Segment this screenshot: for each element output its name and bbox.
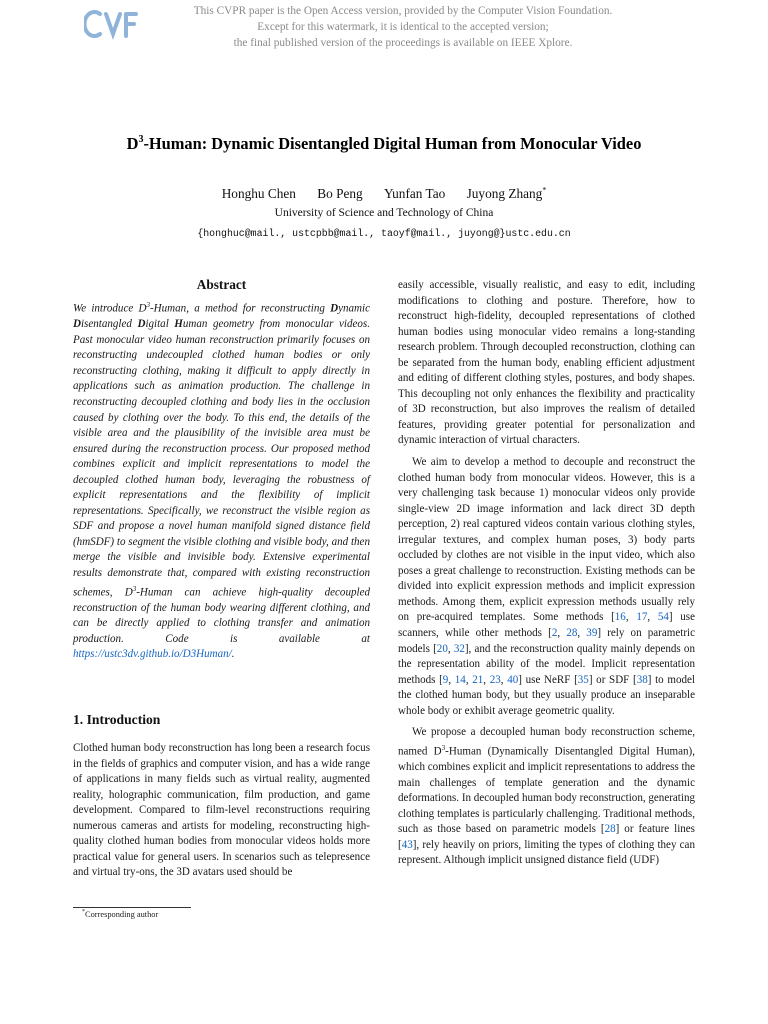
citation-link[interactable]: 38 [636,673,648,686]
author-name: Honghu Chen [221,186,296,202]
citation-link[interactable]: 14 [454,673,466,686]
paragraph-proposal: We propose a decoupled human body reconstruction scheme, named $D^3$-Human (Dynamically Disentangled Digital Human), which combines explicit and implicit representations to address the main challenges of template generation and the dynamic deformations. In decoupled human body reconstruction, generating clothing templates is particularly challenging. Traditional methods, such as those based on parametric models [28] or feature lines [43], rely heavily on priors, limiting the types of clothing they can represent. Although implicit unsigned distance field (UDF) [398,726,695,867]
citation-link[interactable]: 32 [453,642,465,655]
citation-link[interactable]: 17 [636,611,648,624]
citation-link[interactable]: 16 [614,611,626,624]
watermark-line-1: This CVPR paper is the Open Access version, provided by the Computer Vision Foundation. [193,5,613,17]
citation-link[interactable]: 20 [436,642,448,655]
corresponding-author-footnote: *Corresponding author [82,909,159,919]
citation-link[interactable]: 43 [401,838,413,851]
right-column [398,278,695,869]
citation-link[interactable]: 21 [472,673,484,686]
author-name: Yunfan Tao [384,186,446,202]
abstract-body: We introduce $D^3$-Human, a method for reconstructing Dynamic Disentangled Digital Human geometry from monocular videos. Past monocular video human reconstruction primarily focuses on reconstructing undecoupled clothed human bodies or only reconstructing clothing, making it difficult to apply directly in applications such as animation production. The challenge in reconstructing decoupled clothing and body lies in the occlusion caused by clothing over the body. To this end, the details of the visible area and the plausibility of the invisible area must be ensured during the reconstruction process. Our proposed method combines explicit and implicit representations to model the decoupled clothed human body, leveraging the robustness of explicit representations and the flexibility of implicit representations. Specifically, we reconstruct the visible region as SDF and propose a novel human manifold signed distance field (hmSDF) to segment the visible clothing and visible body, and then merge the visible and invisible body. Extensive experimental results demonstrate that, compared with existing reconstruction schemes, $D^3$-Human can achieve high-quality decoupled reconstruction of the human body wearing different clothing, and can be directly applied to clothing transfer and animation production. Code is available at https://ustc3dv.github.io/D3Human/. [73,301,370,661]
citation-link[interactable]: 23 [489,673,501,686]
author-emails: {honghuc@mail., ustcpbb@mail., taoyf@mail., juyong@}ustc.edu.cn [197,228,571,239]
footnote-divider [73,907,191,908]
citation-link[interactable]: 39 [586,627,598,640]
citation-link[interactable]: 28 [604,823,616,836]
introduction-heading: 1. Introduction [73,712,161,727]
author-name: Bo Peng [317,186,363,202]
corresponding-author-mark: * [542,186,547,195]
abstract-heading: Abstract [196,277,247,292]
introduction-paragraph: Clothed human body reconstruction has long been a research focus in the fields of graphics and computer vision, and has a wide range of applications in many fields such as virtual reality, augmented reality, holographic communication, film production, and game development. Compared to film-level reconstructions requiring numerous cameras and artists for modeling, reconstructing high-quality clothed human bodies from monocular videos holds more practical value for general users. In scenarios such as telepresence and virtual try-ons, the 3D avatars used should be [73,742,370,879]
paragraph-motivation: We aim to develop a method to decouple and reconstruct the clothed human body from monocular videos. However, this is a very challenging task because 1) monocular videos only provide single-view 2D image information and lack direct 3D depth perception, 2) real captured videos contain various clothing styles, irregular textures, and complex human poses, 3) body parts occluded by clothes are not visible in the input video, which also poses a great challenge to reconstruction. Existing methods can be divided into explicit expression methods and implicit expression methods. Among them, explicit expression methods usually rely on pre-acquired templates. Some methods [16, 17, 54] use scanners, while other methods [2, 28, 39] rely on parametric models [20, 32], and the reconstruction quality mainly depends on the representation ability of the model. Implicit representation methods [9, 14, 21, 23, 40] use NeRF [35] or SDF [38] to model the clothed human body, but they usually produce an inseparable whole body or exhibit average geometric quality. [398,456,696,717]
paragraph-continued: easily accessible, visually realistic, and easy to edit, including modifications to clothing and posture. Therefore, how to reconstruct high-fidelity, decoupled representations of clothed human bodies using monocular video remains a long-standing research problem. Through decoupled reconstruction, clothing can be separated from the human body, enabling efficient adjustment and editing of different clothing styles, postures, and body shapes. This decoupling not only enhances the flexibility and practicality of 3D reconstruction, but also improves the realism of detailed features, providing greater potential for personalization and dynamic interaction of virtual characters. [398,279,695,447]
watermark-line-3: the final published version of the proceedings is available on IEEE Xplore. [233,37,573,49]
citation-link[interactable]: 40 [507,673,519,686]
project-page-link[interactable]: https://ustc3dv.github.io/D3Human/ [73,648,232,661]
watermark-line-2: Except for this watermark, it is identical to the accepted version; [257,21,549,33]
citation-link[interactable]: 9 [442,673,449,686]
citation-link[interactable]: 54 [657,611,669,624]
author-name: Juyong Zhang* [466,186,547,202]
citation-link[interactable]: 2 [551,627,558,640]
paper-title: $D^3$-Human: Dynamic Disentangled Digital Human from Monocular Video [126,133,642,153]
citation-link[interactable]: 35 [577,673,589,686]
author-list [0,186,768,202]
citation-link[interactable]: 28 [566,627,578,640]
affiliation: University of Science and Technology of China [274,207,494,219]
cvpr-open-access-watermark [0,3,768,51]
